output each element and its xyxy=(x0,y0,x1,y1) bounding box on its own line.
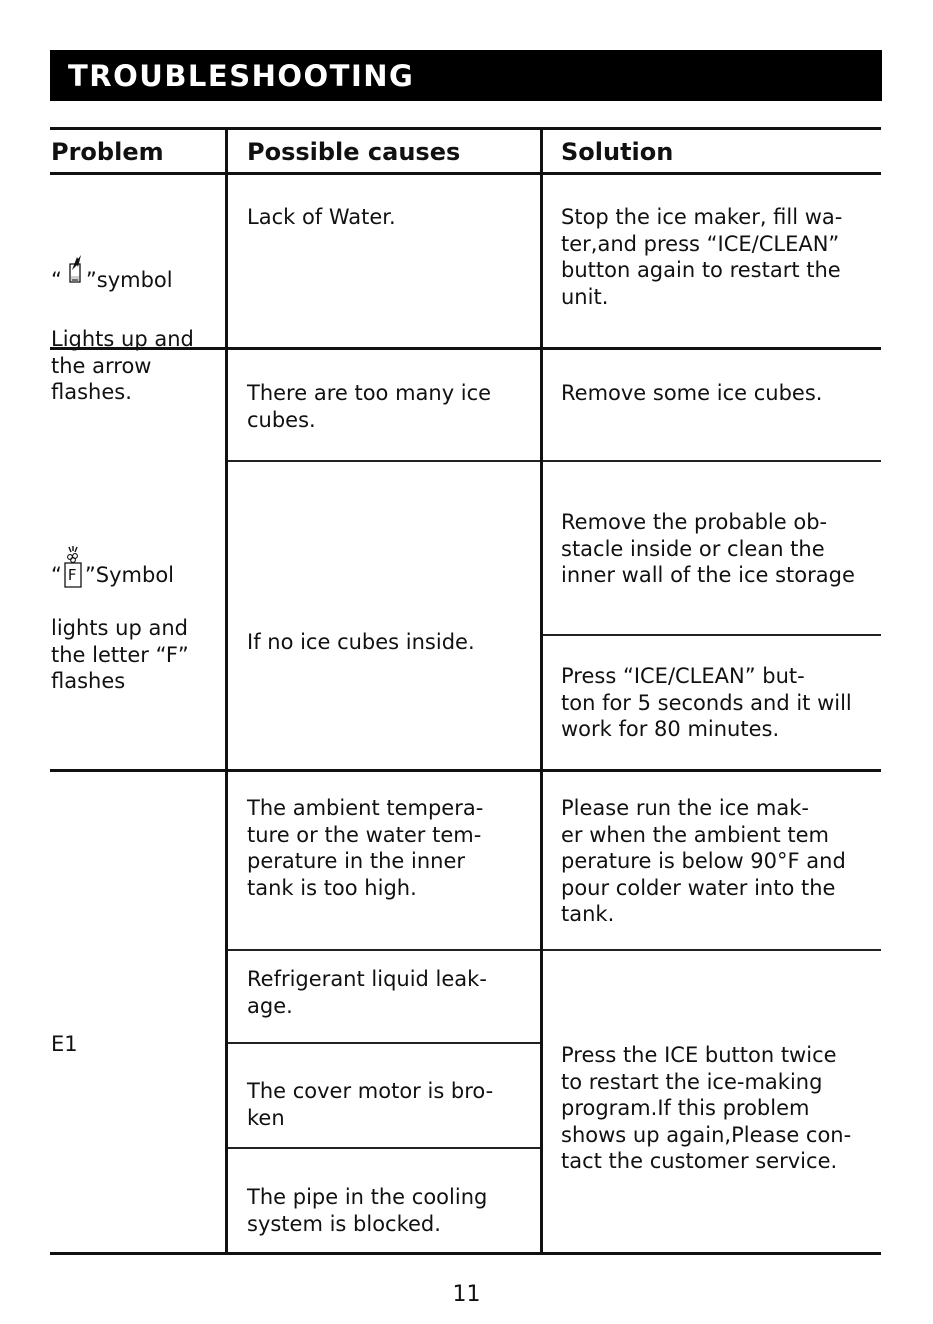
row2-symbol-suffix: ”Symbol xyxy=(84,563,174,587)
row1-symbol-line xyxy=(51,229,221,294)
header-solution: Solution xyxy=(561,138,674,166)
row3bcd-solution: Press the ICE button twice to restart the ice-making program.If this problem shows up again,Please con- tact the customer service. xyxy=(561,1043,852,1173)
row1-cause: Lack of Water. xyxy=(247,205,396,229)
row2-problem xyxy=(51,518,221,721)
row3d-cause: The pipe in the cooling system is blocked. xyxy=(247,1185,488,1236)
row3a-cause: The ambient tempera- ture or the water tem- perature in the inner tank is too high. xyxy=(247,796,484,900)
row2-problem-rest: lights up and the letter “F” flashes xyxy=(51,616,189,693)
column-divider-2 xyxy=(540,127,543,1255)
row2-symbol-line xyxy=(51,545,221,589)
row2b-solution-divider xyxy=(542,634,881,636)
row3a-divider xyxy=(227,949,881,951)
table-bottom-rule xyxy=(50,1252,881,1255)
row3b-divider xyxy=(227,1042,542,1044)
ice-full-icon-letter: F xyxy=(67,565,77,584)
row2-bottom-rule xyxy=(50,769,881,772)
table-top-rule xyxy=(50,127,881,130)
row1-symbol-suffix: ”symbol xyxy=(85,268,173,292)
row2a-solution: Remove some ice cubes. xyxy=(561,381,823,405)
section-title: TROUBLESHOOTING xyxy=(68,59,415,93)
row2-quote-open: “ xyxy=(51,563,62,587)
ice-full-icon xyxy=(62,545,84,589)
row1-quote-open: “ xyxy=(51,268,62,292)
row2a-divider xyxy=(227,460,881,462)
header-causes: Possible causes xyxy=(247,138,461,166)
page-number: 11 xyxy=(452,1282,481,1307)
water-tank-icon xyxy=(66,229,84,292)
row1-problem xyxy=(51,202,221,432)
row1-solution: Stop the ice maker, fill wa- ter,and press “ICE/CLEAN” button again to restart the unit. xyxy=(561,205,843,309)
row2b-solution-2: Press “ICE/CLEAN” but- ton for 5 seconds and it will work for 80 minutes. xyxy=(561,664,852,741)
section-banner xyxy=(50,50,882,101)
header-bottom-rule xyxy=(50,172,881,175)
row3-problem: E1 xyxy=(51,1032,78,1056)
row2a-cause: There are too many ice cubes. xyxy=(247,381,492,432)
row1-problem-rest: Lights up and the arrow flashes. xyxy=(51,327,194,404)
row3c-divider xyxy=(227,1147,542,1149)
row3b-cause: Refrigerant liquid leak- age. xyxy=(247,967,487,1018)
row2b-cause: If no ice cubes inside. xyxy=(247,630,475,654)
row2b-solution-1: Remove the probable ob- stacle inside or clean the inner wall of the ice storage xyxy=(561,510,855,587)
column-divider-1 xyxy=(225,127,228,1255)
row3c-cause: The cover motor is bro- ken xyxy=(247,1079,494,1130)
row3a-solution: Please run the ice mak- er when the ambient tem perature is below 90°F and pour colder water into the tank. xyxy=(561,796,846,926)
header-problem: Problem xyxy=(51,138,164,166)
